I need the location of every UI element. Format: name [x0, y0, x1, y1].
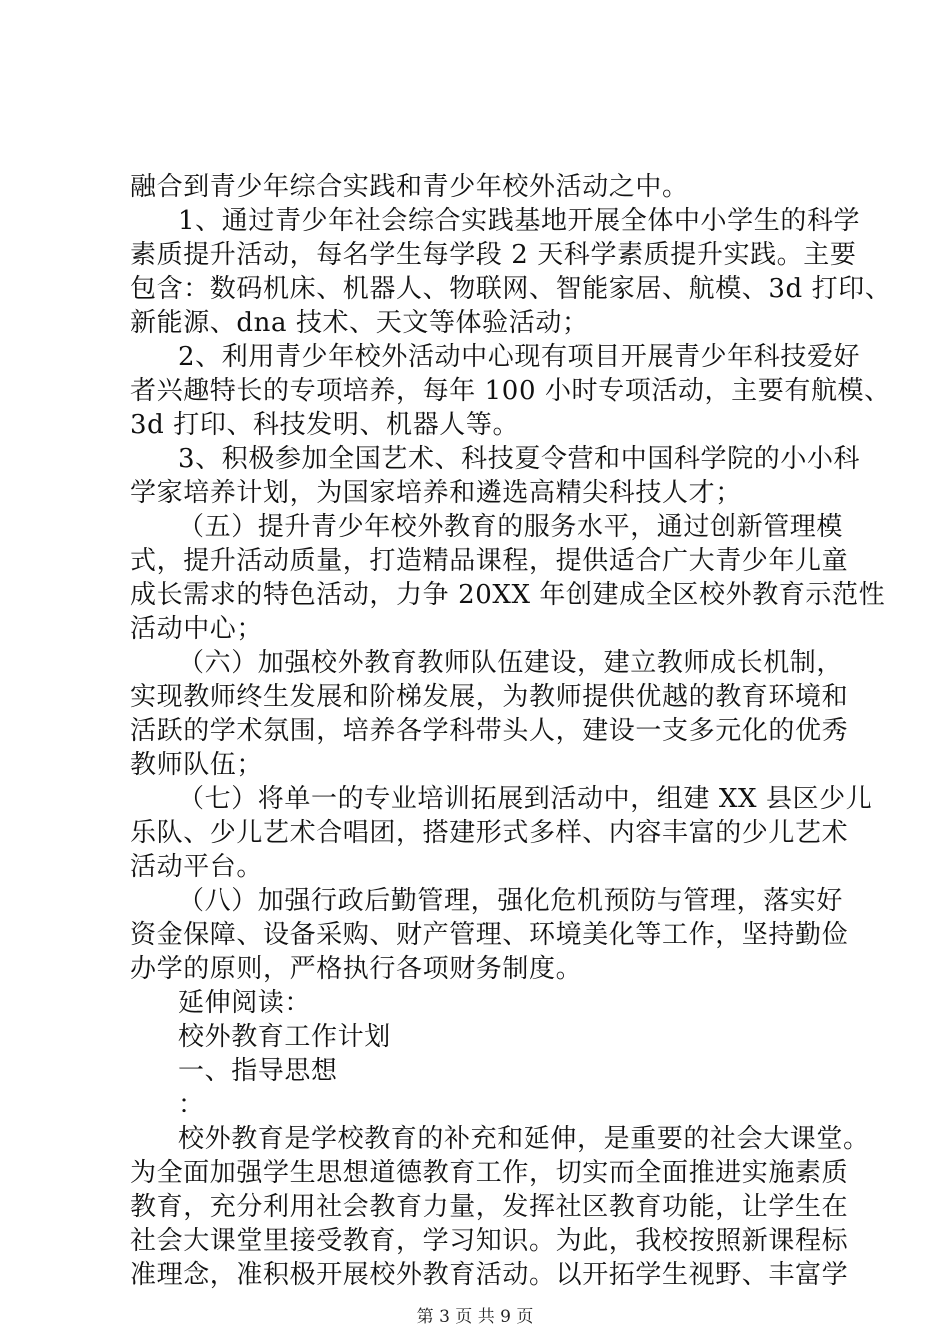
section-heading-8: （八）加强行政后勤管理，强化危机预防与管理，落实好: [178, 886, 844, 916]
text-line: 活动中心；: [130, 614, 264, 644]
text-line: 2、利用青少年校外活动中心现有项目开展青少年科技爱好: [178, 342, 861, 372]
text-line: 校外教育是学校教育的补充和延伸，是重要的社会大课堂。: [178, 1124, 870, 1154]
text-line: 3、积极参加全国艺术、科技夏令营和中国科学院的小小科: [178, 444, 861, 474]
text-line: 实现教师终生发展和阶梯发展，为教师提供优越的教育环境和: [130, 682, 849, 712]
text-line: 教育，充分利用社会教育力量，发挥社区教育功能，让学生在: [130, 1192, 849, 1222]
section-heading-6: （六）加强校外教育教师队伍建设，建立教师成长机制，: [178, 648, 844, 678]
text-line: 教师队伍；: [130, 750, 264, 780]
text-line: 成长需求的特色活动，力争 20XX 年创建成全区校外教育示范性: [130, 580, 886, 610]
text-line: 活跃的学术氛围，培养各学科带头人，建设一支多元化的优秀: [130, 716, 849, 746]
text-line: 式，提升活动质量，打造精品课程，提供适合广大青少年儿童: [130, 546, 849, 576]
text-line: ：: [178, 1090, 205, 1120]
section-heading-5: （五）提升青少年校外教育的服务水平，通过创新管理模: [178, 512, 844, 542]
text-line: 者兴趣特长的专项培养，每年 100 小时专项活动，主要有航模、: [130, 376, 891, 406]
text-line: 3d 打印、科技发明、机器人等。: [130, 410, 520, 440]
text-line: 办学的原则，严格执行各项财务制度。: [130, 954, 583, 984]
page-number-footer: 第 3 页 共 9 页: [416, 1307, 534, 1327]
text-line: 为全面加强学生思想道德教育工作，切实而全面推进实施素质: [130, 1158, 849, 1188]
text-line: 准理念，准积极开展校外教育活动。以开拓学生视野、丰富学: [130, 1260, 849, 1290]
text-line: 乐队、少儿艺术合唱团，搭建形式多样、内容丰富的少儿艺术: [130, 818, 849, 848]
text-line: 社会大课堂里接受教育，学习知识。为此，我校按照新课程标: [130, 1226, 849, 1256]
text-line: 融合到青少年综合实践和青少年校外活动之中。: [130, 172, 689, 202]
text-line: 新能源、dna 技术、天文等体验活动；: [130, 308, 589, 338]
section-heading-7: （七）将单一的专业培训拓展到活动中，组建 XX 县区少儿: [178, 784, 873, 814]
text-line: 包含：数码机床、机器人、物联网、智能家居、航模、3d 打印、: [130, 274, 892, 304]
text-line: 学家培养计划，为国家培养和遴选高精尖科技人才；: [130, 478, 742, 508]
text-line: 活动平台。: [130, 852, 264, 882]
text-line: 资金保障、设备采购、财产管理、环境美化等工作，坚持勤俭: [130, 920, 849, 950]
text-line: 1、通过青少年社会综合实践基地开展全体中小学生的科学: [178, 206, 861, 236]
heading-guiding-thought: 一、指导思想: [178, 1056, 338, 1086]
text-line: 素质提升活动，每名学生每学段 2 天科学素质提升实践。主要: [130, 240, 857, 270]
subtitle-plan: 校外教育工作计划: [178, 1022, 391, 1052]
extended-reading-label: 延伸阅读：: [178, 988, 312, 1018]
